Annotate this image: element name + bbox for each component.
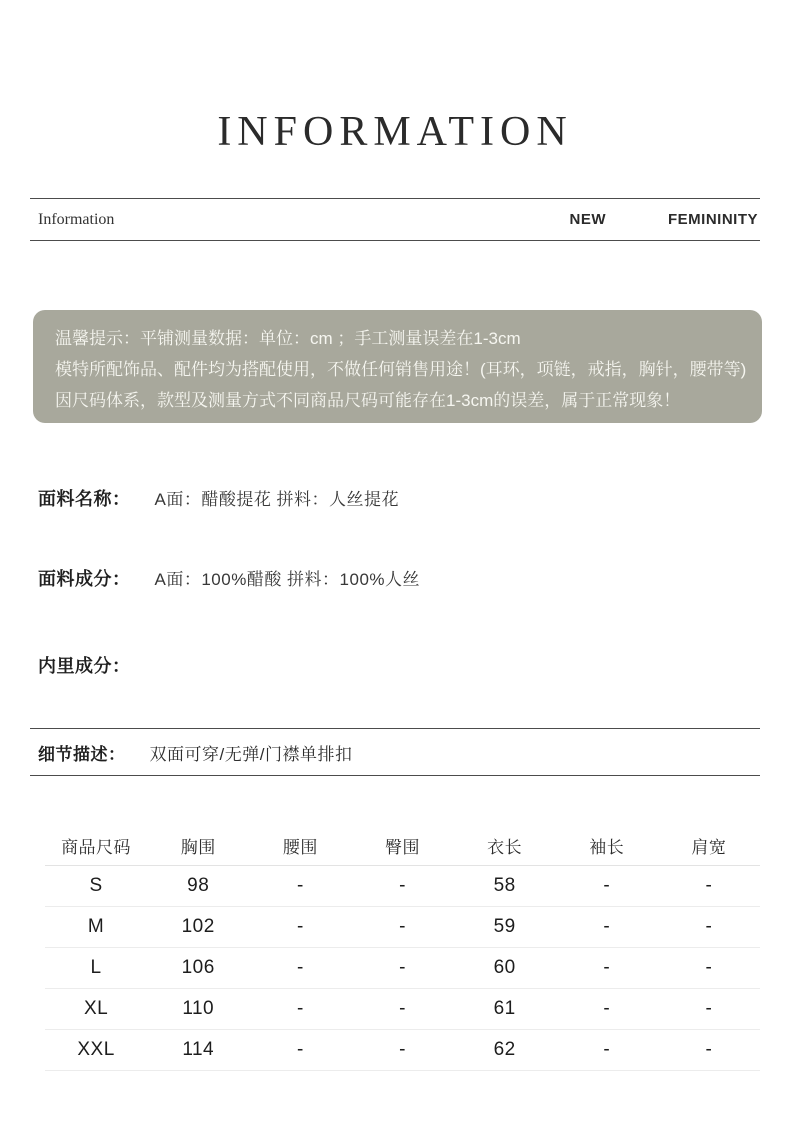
notice-line-accessories: 模特所配饰品、配件均为搭配使用，不做任何销售用途！(耳环，项链，戒指，胸针，腰带等): [55, 360, 747, 379]
col-header-waist: 腰围: [282, 837, 318, 857]
size-cell: 58: [493, 875, 516, 896]
col-header-hip: 臀围: [384, 837, 420, 857]
fabric-name-label: 面料名称：: [38, 489, 131, 509]
size-cell: -: [603, 1039, 611, 1060]
size-cell: -: [399, 957, 406, 978]
size-cell: -: [603, 916, 611, 937]
size-cell: -: [705, 1039, 713, 1060]
col-header-length: 衣长: [487, 837, 523, 857]
size-cell: S: [89, 875, 103, 896]
size-cell: -: [296, 916, 304, 937]
size-cell: -: [603, 957, 611, 978]
size-cell: -: [296, 957, 304, 978]
size-cell: 59: [493, 916, 516, 937]
fabric-name-row: [38, 485, 399, 511]
size-cell: -: [705, 916, 713, 937]
table-row-xl: [45, 989, 760, 1030]
size-cell: 62: [493, 1039, 516, 1060]
table-row-m: [45, 907, 760, 948]
detail-description-row: [30, 728, 760, 776]
size-cell: -: [705, 998, 713, 1019]
size-cell: -: [399, 875, 406, 896]
size-cell: -: [399, 998, 406, 1019]
notice-box: [33, 310, 762, 423]
fabric-composition-row: [38, 565, 420, 591]
fabric-name-value: A面：醋酸提花 拼料：人丝提花: [154, 490, 400, 509]
size-cell: 102: [181, 916, 215, 937]
size-cell: -: [296, 875, 304, 896]
detail-description-value: 双面可穿/无弹/门襟单排扣: [149, 744, 353, 764]
lining-composition-row: [38, 652, 155, 678]
size-cell: -: [603, 998, 611, 1019]
size-chart-header-row: [45, 825, 760, 866]
femininity-tag: FEMININITY: [668, 211, 758, 228]
information-label: Information: [38, 210, 115, 228]
size-cell: -: [705, 957, 713, 978]
size-cell: -: [296, 1039, 304, 1060]
table-row-l: [45, 948, 760, 989]
detail-description-label: 细节描述：: [38, 744, 126, 764]
size-cell: M: [87, 916, 105, 937]
col-header-size: 商品尺码: [61, 837, 132, 857]
size-cell: -: [603, 875, 611, 896]
size-cell: XXL: [77, 1039, 115, 1060]
size-cell: -: [399, 916, 406, 937]
notice-line-measurement: 温馨提示：平铺测量数据：单位：cm ；手工测量误差在1-3cm: [55, 329, 521, 348]
subheader-tags: [570, 211, 761, 228]
notice-line-tolerance: 因尺码体系，款型及测量方式不同商品尺码可能存在1-3cm的误差，属于正常现象！: [55, 391, 681, 410]
size-cell: 61: [493, 998, 516, 1019]
size-cell: -: [705, 875, 713, 896]
lining-composition-label: 内里成分：: [38, 656, 131, 676]
size-cell: 60: [493, 957, 516, 978]
size-cell: -: [296, 998, 304, 1019]
table-row-xxl: [45, 1030, 760, 1071]
size-chart-table: [45, 825, 760, 1071]
col-header-sleeve: 袖长: [589, 837, 625, 857]
fabric-composition-label: 面料成分：: [38, 569, 131, 589]
page-title: INFORMATION: [217, 109, 573, 155]
size-cell: 114: [182, 1039, 215, 1060]
size-cell: -: [399, 1039, 406, 1060]
size-cell: 106: [181, 957, 215, 978]
table-row-s: [45, 866, 760, 907]
size-cell: 110: [182, 998, 215, 1019]
size-cell: XL: [83, 998, 109, 1019]
size-cell: L: [90, 957, 102, 978]
subheader-band: [30, 198, 760, 241]
col-header-shoulder: 肩宽: [691, 837, 727, 857]
fabric-composition-value: A面：100%醋酸 拼料：100%人丝: [154, 570, 421, 589]
new-tag: NEW: [569, 211, 606, 228]
col-header-bust: 胸围: [180, 837, 216, 857]
size-cell: 98: [187, 875, 210, 896]
